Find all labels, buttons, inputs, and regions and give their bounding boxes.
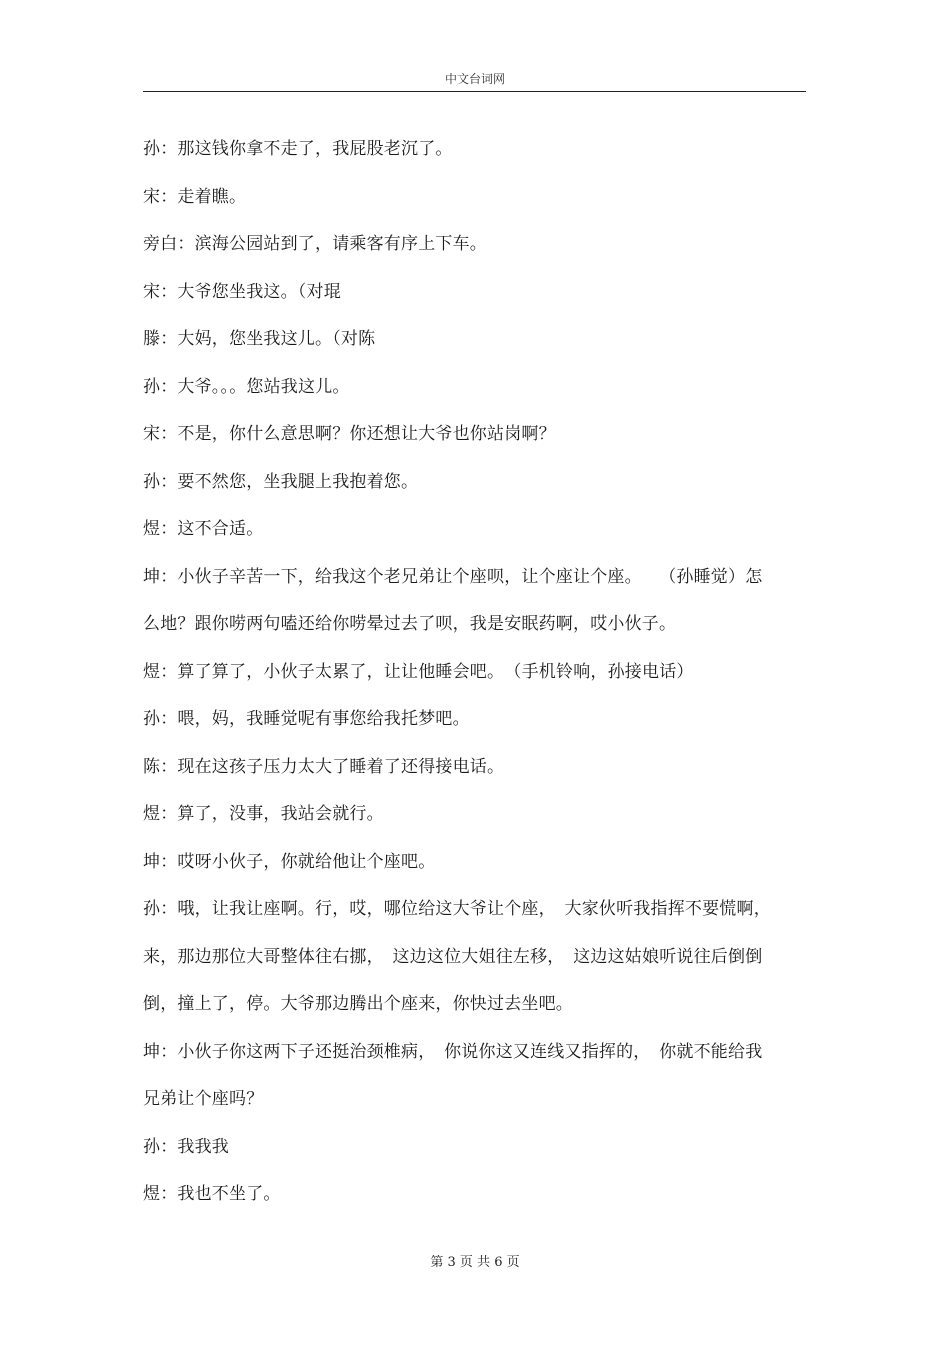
dialogue-line: 滕：大妈，您坐我这儿。（对陈 [143,329,376,349]
dialogue-line: 么地？跟你唠两句嗑还给你唠晕过去了呗，我是安眠药啊，哎小伙子。 [143,614,677,634]
dialogue-line: 宋：大爷您坐我这。（对琨 [143,281,341,302]
dialogue-line: 孙：哦，让我让座啊。行，哎，哪位给这大爷让个座， 大家伙听我指挥不要慌啊， [143,899,771,919]
dialogue-line: 孙：喂，妈，我睡觉呢有事您给我托梦吧。 [143,709,470,729]
dialogue-line: 孙：大爷。。。您站我这儿。 [143,376,350,397]
dialogue-line: 煜：算了，没事，我站会就行。 [143,804,384,824]
page-header-title: 中文台词网 [444,72,505,86]
dialogue-line: 坤：哎呀小伙子，你就给他让个座吧。 [143,851,436,872]
dialogue-line: 煜：算了算了，小伙子太累了，让让他睡会吧。 （手机铃响，孙接电话） [143,661,694,682]
dialogue-line: 煜：这不合适。 [143,519,264,539]
dialogue-line: 倒，撞上了，停。大爷那边腾出个座来，你快过去坐吧。 [143,994,573,1014]
dialogue-line: 孙：要不然您，坐我腿上我抱着您。 [143,471,419,492]
dialogue-line: 来，那边那位大哥整体往右挪， 这边这位大姐往左移， 这边这姑娘听说往后倒倒 [143,946,763,967]
dialogue-line: 宋：走着瞧。 [143,186,247,207]
script-body [143,136,806,1229]
dialogue-line: 坤：小伙子你这两下子还挺治颈椎病， 你说你这又连线又指挥的， 你就不能给我 [143,1041,763,1062]
page-number: 第 3 页 共 6 页 [430,1255,520,1270]
dialogue-line: 陈：现在这孩子压力太大了睡着了还得接电话。 [143,756,505,777]
header-divider [143,91,806,92]
dialogue-line: 旁白：滨海公园站到了，请乘客有序上下车。 [143,234,487,254]
dialogue-line: 兄弟让个座吗？ [143,1089,264,1109]
dialogue-line: 孙：那这钱你拿不走了，我屁股老沉了。 [143,139,453,159]
dialogue-line: 煜：我也不坐了。 [143,1184,281,1204]
dialogue-line: 孙：我我我 [143,1136,229,1157]
dialogue-line: 坤：小伙子辛苦一下，给我这个老兄弟让个座呗，让个座让个座。 （孙睡觉）怎 [143,566,763,587]
dialogue-line: 宋：不是，你什么意思啊？你还想让大爷也你站岗啊？ [143,424,556,444]
